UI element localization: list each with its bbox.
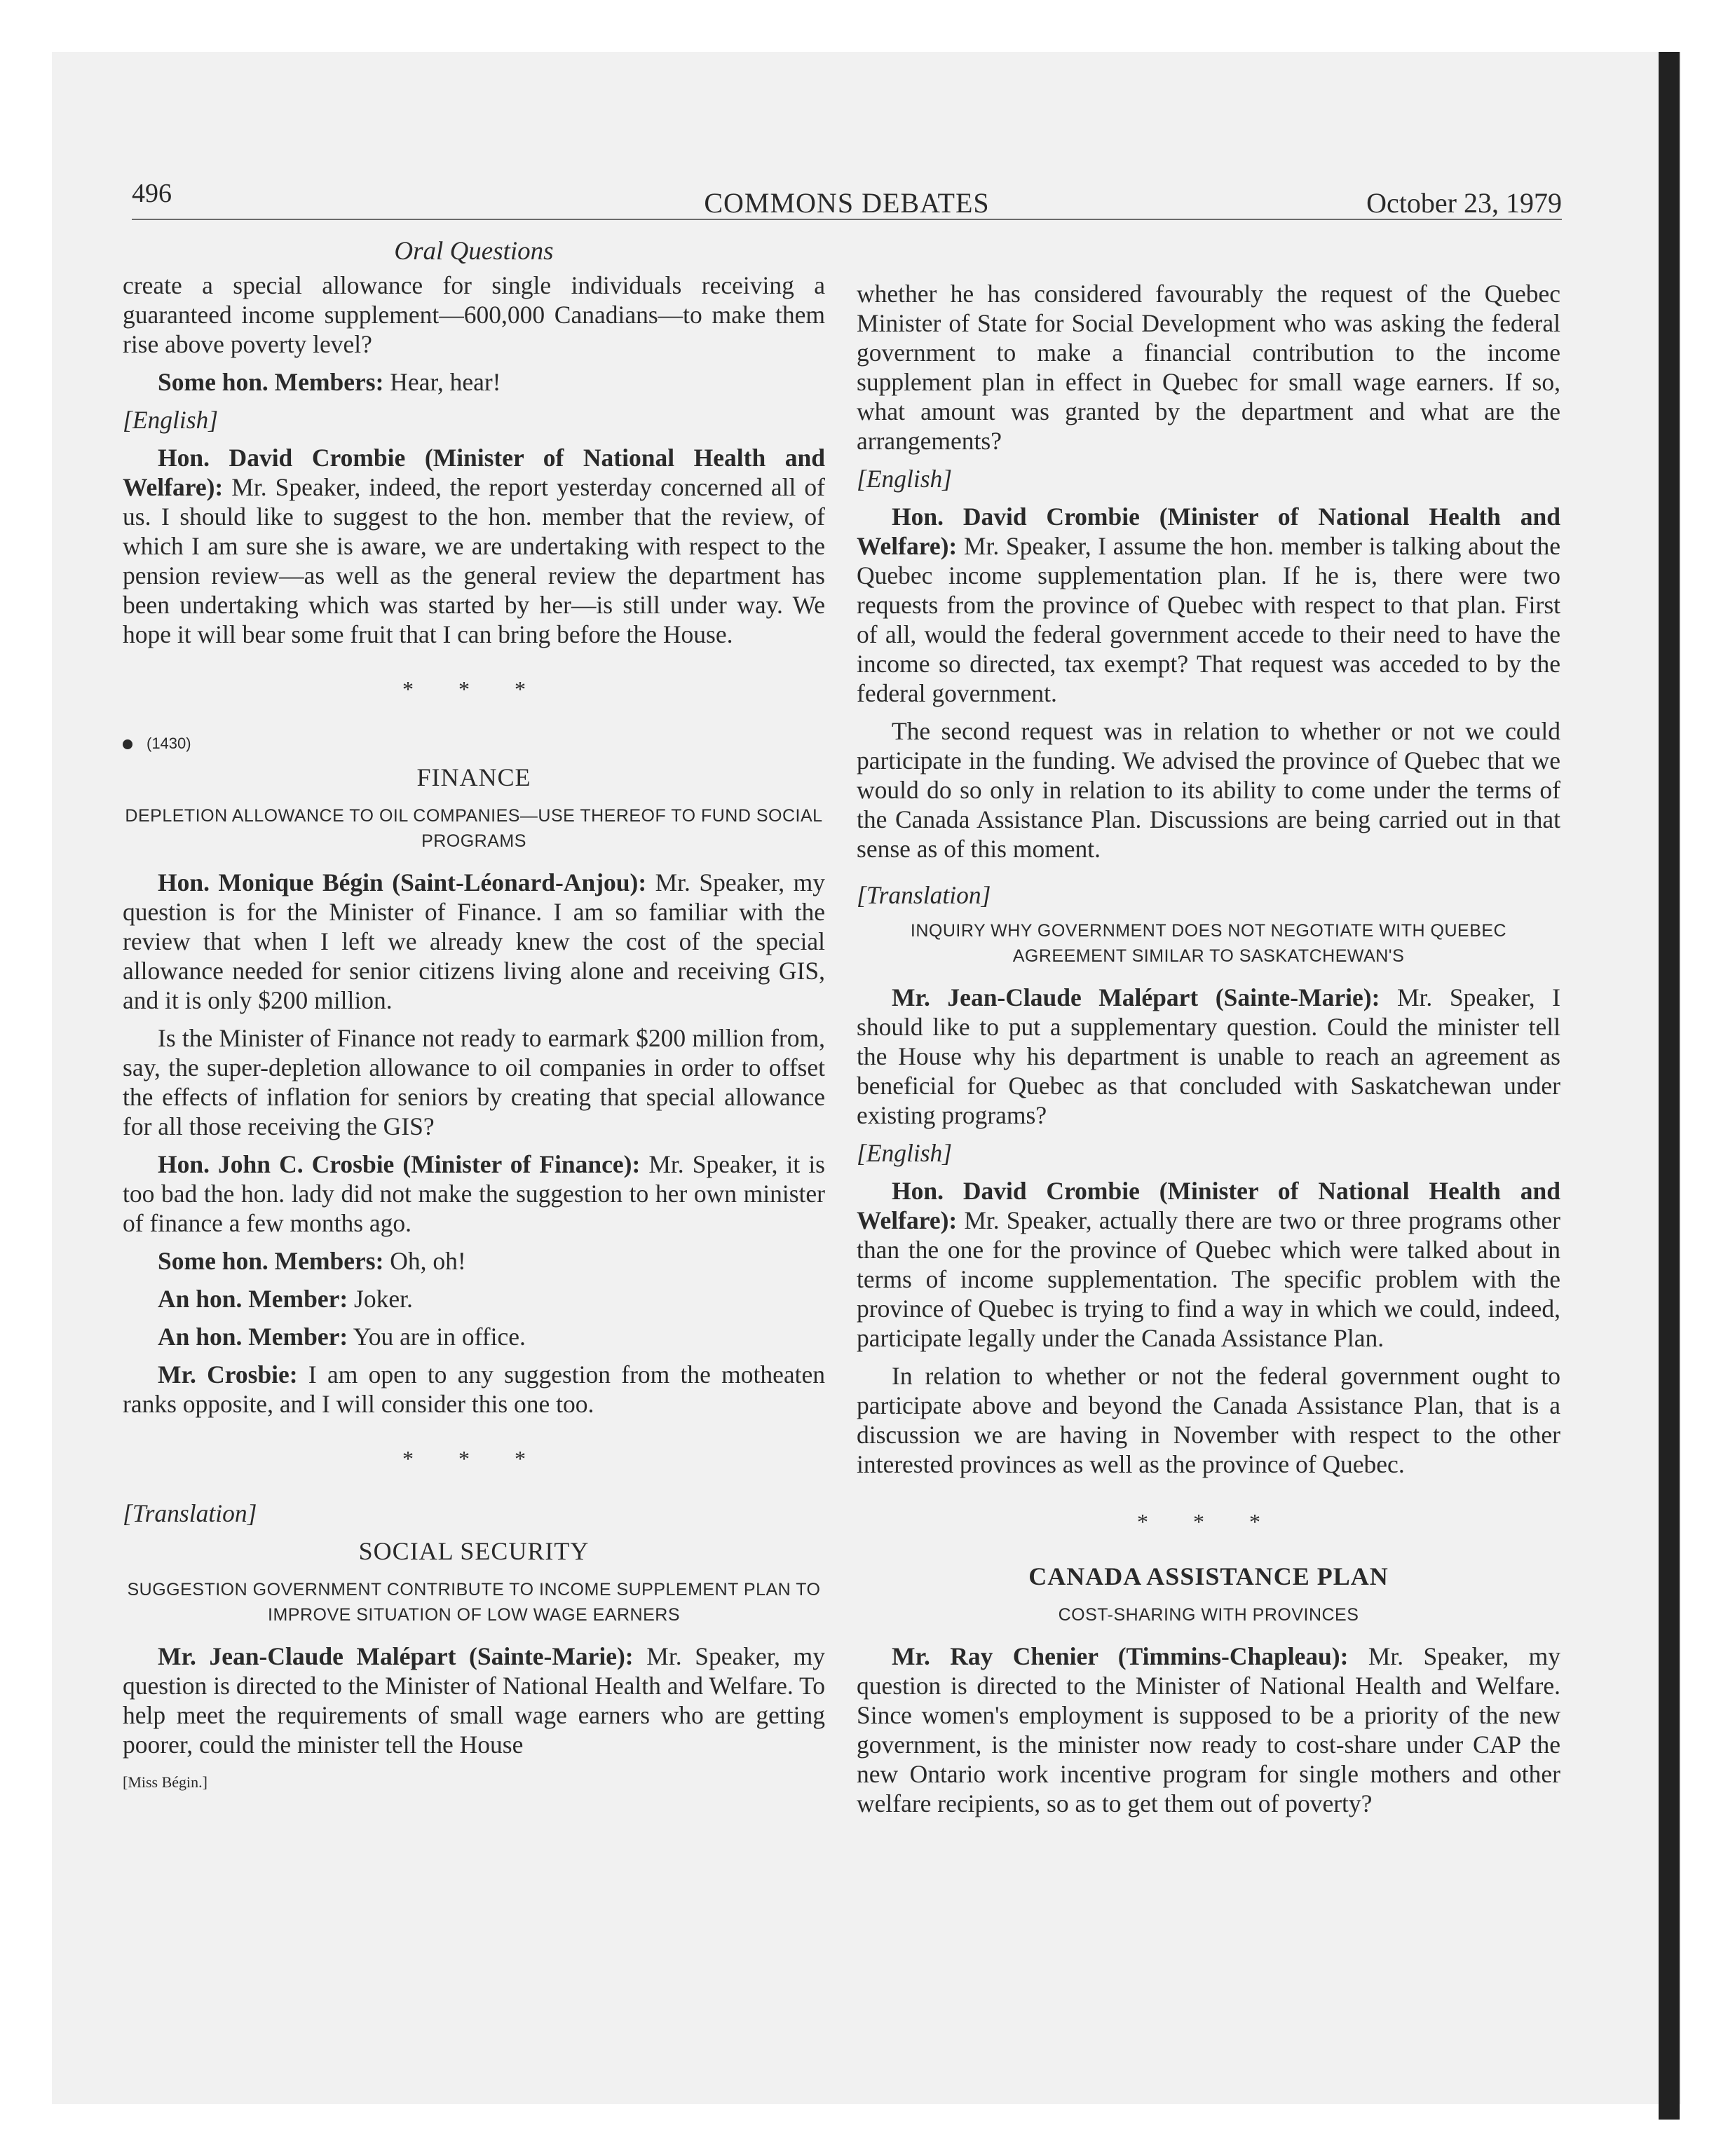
speech <box>123 1246 825 1276</box>
language-tag: [English] <box>857 465 953 493</box>
speech-text: Mr. Speaker, I should like to put a supplementary question. Could the minister tell the House why his department is unable to reach an agreement as beneficial for Quebec as that concluded with Saskatchewan under existing programs? <box>857 983 1560 1129</box>
speech-text: Mr. Speaker, it is too bad the hon. lady did not make the suggestion to her own minister of finance a few months ago. <box>123 1150 825 1237</box>
speech <box>123 1360 825 1419</box>
time-marker-text: (1430) <box>147 735 191 752</box>
speech-text: Mr. Speaker, indeed, the report yesterday concerned all of us. I should like to suggest to the hon. member that the review, of which I am sure she is aware, we are undertaking with respect to the pension review—as well as the general review the department has been undertaking which was started by her—is still under way. We hope it will bear some fruit that I can bring before the House. <box>123 473 825 648</box>
publication-title: COMMONS DEBATES <box>704 187 990 219</box>
speech <box>123 443 825 649</box>
header-rule <box>132 219 1562 220</box>
speaker: Hon. John C. Crosbie (Minister of Finance): <box>158 1150 641 1178</box>
subsection-heading: INQUIRY WHY GOVERNMENT DOES NOT NEGOTIATE WITH QUEBEC AGREEMENT SIMILAR TO SASKATCHEWAN'S <box>910 921 1507 966</box>
speech <box>123 1642 825 1759</box>
page-number: 496 <box>132 179 172 208</box>
section-separator: * * * <box>1137 1509 1280 1534</box>
paragraph: create a special allowance for single individuals receiving a guaranteed income supplement—600,000 Canadians—to make them rise above poverty level? <box>123 271 825 358</box>
right-column <box>857 279 1560 1827</box>
speech-text: Mr. Speaker, I assume the hon. member is talking about the Quebec income supplementation plan. If he is, there were two requests from the province of Quebec with respect to that plan. First of all, would the federal government accede to their need to have the income so directed, tax exempt? That request was acceded to by the federal government. <box>857 532 1560 707</box>
section-separator: * * * <box>402 1446 545 1471</box>
paragraph: Is the Minister of Finance not ready to earmark $200 million from, say, the super-depletion allowance to oil companies in order to offset the effects of inflation for seniors by creating that special allowance for all those receiving the GIS? <box>123 1024 825 1140</box>
speech-text: You are in office. <box>348 1323 526 1351</box>
section-label: Oral Questions <box>394 237 554 266</box>
footnote: [Miss Bégin.] <box>123 1773 207 1791</box>
time-marker <box>123 729 825 758</box>
speaker: An hon. Member: <box>158 1285 348 1313</box>
speech-text: Hear, hear! <box>383 368 501 396</box>
speaker: Hon. Monique Bégin (Saint-Léonard-Anjou): <box>158 868 647 896</box>
speech <box>123 1284 825 1314</box>
speech <box>123 367 825 397</box>
speech <box>123 1149 825 1238</box>
speaker: Mr. Jean-Claude Malépart (Sainte-Marie): <box>892 983 1380 1011</box>
subsection-heading: COST-SHARING WITH PROVINCES <box>1058 1605 1359 1625</box>
bullet-icon <box>123 739 132 749</box>
speaker: Mr. Jean-Claude Malépart (Sainte-Marie): <box>158 1642 634 1670</box>
speaker: Mr. Ray Chenier (Timmins-Chapleau): <box>892 1642 1349 1670</box>
speaker: An hon. Member: <box>158 1323 348 1351</box>
speech-text: Mr. Speaker, my question is directed to the Minister of National Health and Welfare. To help meet the requirements of small wage earners who are getting poorer, could the minister tell the House <box>123 1642 825 1759</box>
speech <box>857 1642 1560 1818</box>
speaker: Hon. David Crombie (Minister of National Health and Welfare): <box>123 444 825 501</box>
speech <box>123 868 825 1015</box>
language-tag: [Translation] <box>123 1499 257 1527</box>
page-date: October 23, 1979 <box>1366 187 1562 219</box>
speech-text: I am open to any suggestion from the motheaten ranks opposite, and I will consider this one too. <box>123 1360 826 1418</box>
speaker: Hon. David Crombie (Minister of National Health and Welfare): <box>857 1177 1560 1234</box>
speech-text: Mr. Speaker, my question is directed to the Minister of National Health and Welfare. Since women's employment is supposed to be a priority of the new government, is the minister now ready to cost-share under CAP the new Ontario work incentive program for single mothers and other welfare recipients, so as to get them out of poverty? <box>857 1642 1560 1817</box>
speech <box>857 983 1560 1130</box>
left-column <box>123 237 825 1797</box>
speaker: Some hon. Members: <box>158 368 384 396</box>
language-tag: [Translation] <box>857 881 991 909</box>
speech-text: Mr. Speaker, actually there are two or three programs other than the one for the province of Quebec which were talked about in terms of income supplementation. The specific problem with the province of Quebec is trying to find a way in which we could, indeed, participate legally under the Canada Assistance Plan. <box>857 1206 1560 1352</box>
section-separator: * * * <box>402 676 545 702</box>
speech <box>857 502 1560 708</box>
section-heading: CANADA ASSISTANCE PLAN <box>1028 1562 1389 1590</box>
subsection-heading: DEPLETION ALLOWANCE TO OIL COMPANIES—USE THEREOF TO FUND SOCIAL PROGRAMS <box>125 806 823 851</box>
speech-text: Oh, oh! <box>383 1247 466 1275</box>
paragraph: In relation to whether or not the federal government ought to participate above and beyond the Canada Assistance Plan, that is a discussion we are having in November with respect to the other interested provinces as well as the province of Quebec. <box>857 1362 1560 1478</box>
section-heading: FINANCE <box>416 763 531 791</box>
speech <box>857 1176 1560 1353</box>
speech <box>123 1322 825 1351</box>
paragraph: whether he has considered favourably the request of the Quebec Minister of State for Social Development who was asking the federal government to make a financial contribution to the income supplement plan in effect in Quebec for small wage earners. If so, what amount was granted by the department and what are the arrangements? <box>857 280 1560 455</box>
subsection-heading: SUGGESTION GOVERNMENT CONTRIBUTE TO INCOME SUPPLEMENT PLAN TO IMPROVE SITUATION OF LOW WAGE EARNERS <box>127 1580 821 1625</box>
binding-edge <box>1659 52 1680 2120</box>
speech-text: Joker. <box>348 1285 413 1313</box>
speaker: Some hon. Members: <box>158 1247 384 1275</box>
section-heading: SOCIAL SECURITY <box>358 1537 590 1565</box>
language-tag: [English] <box>123 406 219 434</box>
paragraph: The second request was in relation to whether or not we could participate in the funding. We advised the province of Quebec that we would do so only in relation to its ability to come under the terms of the Canada Assistance Plan. Discussions are being carried out in that sense as of this moment. <box>857 717 1560 863</box>
speaker: Hon. David Crombie (Minister of National Health and Welfare): <box>857 503 1560 560</box>
speaker: Mr. Crosbie: <box>158 1360 298 1389</box>
speech-text: Mr. Speaker, my question is for the Minister of Finance. I am so familiar with the review that when I left we already knew the cost of the special allowance needed for senior citizens living alone and receiving GIS, and it is only $200 million. <box>123 868 825 1014</box>
language-tag: [English] <box>857 1139 953 1167</box>
